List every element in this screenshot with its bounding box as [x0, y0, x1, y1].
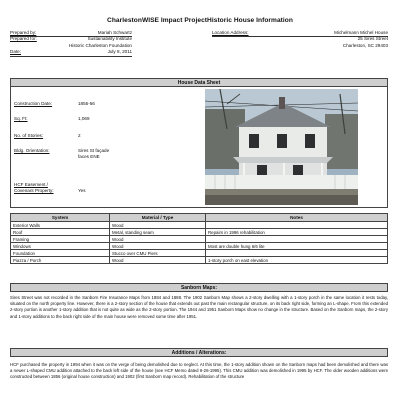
house-data-header: House Data Sheet	[10, 78, 388, 87]
header-rule	[212, 36, 388, 37]
table-cell: Windows	[11, 243, 110, 250]
orientation-label: Bldg. Orientation:	[14, 148, 50, 153]
prepared-info	[10, 30, 132, 56]
prepared-by-label: Prepared by:	[10, 30, 37, 35]
location-info	[212, 30, 388, 49]
location-label: Location Address:	[212, 30, 249, 35]
table-cell: Exterior Walls	[11, 222, 110, 229]
address-line-2: 25 Sires Street	[357, 36, 388, 42]
table-cell: 1-story porch on east elevation	[206, 257, 388, 264]
sanborn-header: Sanborn Maps:	[10, 283, 388, 292]
table-row	[11, 243, 388, 250]
table-cell	[206, 222, 388, 229]
table-row	[11, 236, 388, 243]
table-cell: Piazza / Porch	[11, 257, 110, 264]
table-row	[11, 229, 388, 236]
table-cell: Wood	[110, 236, 206, 243]
table-cell: Foundation	[11, 250, 110, 257]
additions-header: Additions / Alterations:	[10, 348, 388, 357]
table-cell: Wood	[110, 257, 206, 264]
construction-date-value: 1855-56	[78, 101, 95, 106]
address-line-3: Charleston, SC 29403	[342, 42, 388, 48]
orientation-value-1: Sires St façade	[78, 148, 110, 153]
table-row	[11, 250, 388, 257]
hcf-value: Yes	[78, 188, 86, 193]
orientation-value-2: faces ENE	[78, 154, 100, 159]
hcf-label-1: HCF Easement /	[14, 182, 48, 187]
stories-label: No. of Stories:	[14, 133, 44, 138]
prepared-for-label: Prepared for:	[10, 36, 37, 42]
column-header-notes: Notes	[206, 214, 388, 222]
construction-date-label: Construction Date:	[14, 101, 53, 106]
house-photo	[205, 89, 358, 205]
hcf-label-2: Covenant Property:	[14, 188, 54, 193]
prepared-for-value-1: Sustainability Institute	[87, 36, 132, 42]
date-label: Date:	[10, 49, 21, 55]
sanborn-text: Sires Street was not recorded in the Sanborn Fire Insurance Maps from 1884 and 1888. The 1902 Sanborn Map shows a 2-story dwelling with a 1-story porch in the same location it rests today, situated on the north property line. However, there is a 2-story section of the house that extends out past the main rectangular structure, on its back right side, forming an L-shape. From this extended 2-story portion is another 1-story addition that is not quite as wide as the 2-story portion. The 1944 and 1951 Sanborn Maps show no change in the structure. Based on the Sanborn maps, the 2-story and 1-story additions to the back right side of the main house were removed some time after 1951.	[10, 295, 388, 319]
table-cell: Repairs in 1996 rehabilitation	[206, 229, 388, 236]
header-rule	[10, 56, 132, 57]
table-cell: Roof	[11, 229, 110, 236]
table-cell: Wood	[110, 222, 206, 229]
additions-text: HCF purchased the property in 1994 when it was on the verge of being demolished due to neglect. At this time, the 1-story addition shown on the Sanborn maps had been demolished and there was a newer L-shaped CMU addition attached to the back left side of the house (see HCF Memo dated 6-26-1995). This CMU addition was demolished in 1995 by HCF. The older wooden additions were constructed between 1856 (original house construction) and 1902 (first Sanborn map record). Rehabilitation of the structure	[10, 362, 388, 380]
prepared-for-value-2: Historic Charleston Foundation	[68, 42, 132, 48]
table-cell	[206, 236, 388, 243]
table-cell: Metal, standing seam	[110, 229, 206, 236]
table-header-row	[11, 214, 388, 222]
header-rule	[10, 36, 132, 37]
table-row	[11, 257, 388, 264]
table-cell: Most are double hung 6/6 lite	[206, 243, 388, 250]
prepared-by-value: Mariah Schwartz	[97, 30, 132, 35]
date-value: July 8, 2011	[107, 49, 132, 55]
table-cell: Framing	[11, 236, 110, 243]
column-header-material: Material / Type	[110, 214, 206, 222]
table-cell: Wood	[110, 243, 206, 250]
materials-table	[10, 213, 388, 264]
table-cell: Stucco over CMU Piers	[110, 250, 206, 257]
stories-value: 2	[78, 133, 81, 138]
table-row	[11, 222, 388, 229]
house-photo-graphic	[205, 89, 358, 205]
sqft-value: 1,069	[78, 116, 90, 121]
table-cell	[206, 250, 388, 257]
sqft-label: Sq. Ft:	[14, 116, 28, 121]
address-line-1: Michelmann Michel House	[334, 30, 388, 35]
column-header-system: System	[11, 214, 110, 222]
page-title: CharlestonWISE Impact ProjectHistoric House Information	[107, 17, 293, 24]
